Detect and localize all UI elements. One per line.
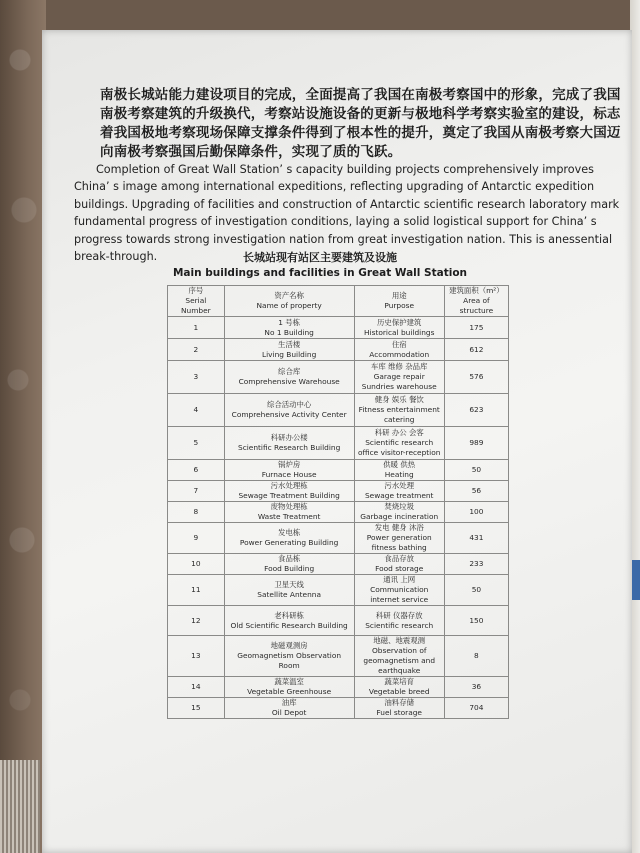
name-name-en: Power Generating Building <box>239 538 339 547</box>
serial-no: 5 <box>193 438 199 447</box>
area-area: 989 <box>469 438 484 447</box>
area-cell <box>444 636 508 677</box>
name-name-zh: 1 号栋 <box>278 317 301 327</box>
header-name <box>224 286 354 317</box>
header-name-zh: 资产名称 <box>274 291 304 300</box>
area-cell <box>444 339 508 361</box>
area-area: 704 <box>469 703 484 712</box>
purpose-purpose-zh: 通讯 上网 <box>383 575 416 584</box>
purpose-purpose-en: Garage repair Sundries warehouse <box>361 372 437 391</box>
name-cell <box>224 554 354 575</box>
serial-no: 11 <box>191 585 201 594</box>
table-row <box>168 502 509 523</box>
table-row <box>168 677 509 698</box>
purpose-purpose-zh: 发电 健身 沐浴 <box>374 523 424 532</box>
serial-no: 9 <box>193 533 199 542</box>
purpose-purpose-en: Observation of geomagnetism and earthquake <box>363 646 436 675</box>
name-name-zh: 科研办公楼 <box>270 433 308 442</box>
purpose-purpose-en: Scientific research office visitor-reception <box>357 438 441 457</box>
table-row <box>168 481 509 502</box>
serial-cell <box>168 361 225 394</box>
serial-no: 1 <box>193 322 199 332</box>
name-name-zh: 蔬菜温室 <box>274 677 304 686</box>
name-cell <box>224 677 354 698</box>
purpose-cell <box>354 523 444 554</box>
name-name-zh: 老科研栋 <box>274 610 304 620</box>
purpose-cell <box>354 554 444 575</box>
purpose-purpose-en: Garbage incineration <box>360 512 439 521</box>
purpose-purpose-en: Power generation fitness bathing <box>366 533 432 552</box>
purpose-cell <box>354 317 444 339</box>
purpose-cell <box>354 394 444 427</box>
purpose-purpose-zh: 蔬菜培育 <box>384 677 414 686</box>
area-area: 36 <box>471 682 482 691</box>
name-cell <box>224 523 354 554</box>
table-row <box>168 361 509 394</box>
name-name-zh: 废物处理栋 <box>270 502 308 511</box>
area-area: 233 <box>469 559 484 568</box>
decorative-wall-left <box>0 0 46 853</box>
purpose-purpose-zh: 住宿 <box>391 339 407 349</box>
purpose-cell <box>354 502 444 523</box>
name-name-zh: 锅炉房 <box>278 460 301 469</box>
name-cell <box>224 339 354 361</box>
purpose-purpose-zh: 科研 仪器存放 <box>375 610 423 620</box>
purpose-purpose-zh: 食品存放 <box>384 554 414 563</box>
serial-cell <box>168 339 225 361</box>
serial-cell <box>168 317 225 339</box>
purpose-cell <box>354 361 444 394</box>
purpose-purpose-zh: 健身 娱乐 餐饮 <box>374 395 424 404</box>
serial-cell <box>168 575 225 606</box>
area-cell <box>444 460 508 481</box>
name-cell <box>224 606 354 636</box>
purpose-purpose-zh: 油料存储 <box>384 698 414 707</box>
serial-no: 12 <box>191 615 201 625</box>
area-cell <box>444 502 508 523</box>
purpose-purpose-en: Sewage treatment <box>364 491 434 500</box>
purpose-purpose-zh: 历史保护建筑 <box>377 317 422 327</box>
table-header-row <box>168 286 509 317</box>
area-cell <box>444 698 508 719</box>
table-row <box>168 554 509 575</box>
area-area: 50 <box>471 585 482 594</box>
name-cell <box>224 502 354 523</box>
name-name-zh: 卫星天线 <box>274 580 304 589</box>
area-cell <box>444 554 508 575</box>
name-name-zh: 油库 <box>281 698 297 707</box>
purpose-purpose-en: Fuel storage <box>376 708 422 717</box>
table-row <box>168 339 509 361</box>
purpose-purpose-zh: 地磁、地震观测 <box>373 636 426 645</box>
serial-cell <box>168 394 225 427</box>
header-purpose-zh: 用途 <box>391 291 407 300</box>
name-cell <box>224 698 354 719</box>
name-name-en: Furnace House <box>261 470 317 479</box>
area-cell <box>444 481 508 502</box>
purpose-purpose-en: Communication internet service <box>370 585 429 604</box>
area-area: 612 <box>469 344 484 354</box>
area-cell <box>444 677 508 698</box>
name-name-en: Oil Depot <box>271 708 307 717</box>
area-cell <box>444 523 508 554</box>
name-name-zh: 综合库 <box>278 367 301 376</box>
name-name-en: Geomagnetism Observation Room <box>237 651 342 670</box>
purpose-cell <box>354 575 444 606</box>
area-cell <box>444 606 508 636</box>
name-cell <box>224 427 354 460</box>
serial-no: 3 <box>193 372 199 381</box>
header-serial-en: Serial Number <box>180 296 211 315</box>
purpose-purpose-zh: 焚烧垃圾 <box>384 502 414 511</box>
serial-cell <box>168 636 225 677</box>
name-name-en: Sewage Treatment Building <box>238 491 340 500</box>
name-name-zh: 发电栋 <box>278 528 301 537</box>
area-area: 623 <box>469 405 484 414</box>
purpose-purpose-en: Fitness entertainment catering <box>358 405 440 424</box>
serial-cell <box>168 481 225 502</box>
purpose-cell <box>354 606 444 636</box>
name-cell <box>224 361 354 394</box>
purpose-purpose-zh: 车库 维修 杂品库 <box>370 362 428 371</box>
name-cell <box>224 481 354 502</box>
purpose-purpose-en: Vegetable breed <box>368 687 430 696</box>
serial-no: 15 <box>191 703 201 712</box>
header-area-en: Area of structure <box>459 296 494 315</box>
name-cell <box>224 317 354 339</box>
purpose-purpose-en: Food storage <box>375 564 424 573</box>
facilities-table <box>167 285 509 719</box>
header-name-en: Name of property <box>256 301 322 310</box>
purpose-purpose-en: Scientific research <box>365 620 434 630</box>
header-purpose-en: Purpose <box>384 301 415 310</box>
area-area: 100 <box>469 507 484 516</box>
area-area: 576 <box>469 372 484 381</box>
area-area: 50 <box>471 465 482 474</box>
name-name-en: Waste Treatment <box>257 512 321 521</box>
area-cell <box>444 317 508 339</box>
serial-cell <box>168 606 225 636</box>
serial-no: 6 <box>193 465 199 474</box>
table-row <box>168 606 509 636</box>
serial-cell <box>168 523 225 554</box>
name-name-en: Comprehensive Activity Center <box>231 410 347 419</box>
name-name-en: Scientific Research Building <box>238 443 341 452</box>
area-area: 8 <box>474 651 479 660</box>
header-serial <box>168 286 225 317</box>
name-name-en: Old Scientific Research Building <box>230 620 348 630</box>
purpose-cell <box>354 636 444 677</box>
name-name-en: No 1 Building <box>264 327 314 337</box>
purpose-cell <box>354 481 444 502</box>
area-cell <box>444 361 508 394</box>
purpose-cell <box>354 460 444 481</box>
table-row <box>168 698 509 719</box>
area-cell <box>444 427 508 460</box>
name-name-zh: 食品栋 <box>278 554 301 563</box>
name-cell <box>224 460 354 481</box>
name-name-en: Food Building <box>264 564 315 573</box>
purpose-purpose-zh: 科研 办公 会客 <box>374 428 424 437</box>
serial-no: 13 <box>191 651 201 660</box>
header-area-zh: 建筑面积（m²） <box>449 286 504 295</box>
purpose-purpose-zh: 供暖 供热 <box>383 460 416 469</box>
header-serial-zh: 序号 <box>188 286 204 295</box>
serial-cell <box>168 677 225 698</box>
serial-cell <box>168 460 225 481</box>
purpose-purpose-zh: 污水处理 <box>384 481 414 490</box>
name-name-en: Vegetable Greenhouse <box>247 687 332 696</box>
serial-cell <box>168 502 225 523</box>
table-row <box>168 523 509 554</box>
name-name-zh: 污水处理栋 <box>270 481 308 490</box>
serial-no: 8 <box>193 507 199 516</box>
purpose-cell <box>354 698 444 719</box>
purpose-cell <box>354 677 444 698</box>
serial-no: 7 <box>193 486 199 495</box>
serial-cell <box>168 427 225 460</box>
purpose-purpose-en: Historical buildings <box>364 327 435 337</box>
table-row <box>168 636 509 677</box>
area-cell <box>444 394 508 427</box>
serial-no: 10 <box>191 559 201 568</box>
name-name-en: Satellite Antenna <box>257 590 321 599</box>
table-row <box>168 460 509 481</box>
intro-paragraph-en: Completion of Great Wall Station’ s capacity building projects comprehensively improves China’ s image among international expeditions, reflecting upgrading of Antarctic expedition buildings. Upgrading of facilities and construction of Antarctic scientific research laboratory mark fundamental progress of investigation conditions, laying a solid logistical support for China’ s progress towards strong investigation nation from great investigation nation. This is anessential break-through. <box>74 163 620 264</box>
serial-no: 14 <box>191 682 201 691</box>
serial-cell <box>168 554 225 575</box>
name-cell <box>224 575 354 606</box>
purpose-purpose-en: Heating <box>384 470 414 479</box>
header-area <box>444 286 508 317</box>
wall-fringe <box>0 760 40 853</box>
serial-no: 4 <box>193 405 199 414</box>
area-area: 431 <box>469 533 484 542</box>
table-row <box>168 394 509 427</box>
name-name-zh: 生活楼 <box>278 339 301 349</box>
name-name-zh: 综合活动中心 <box>266 400 312 409</box>
purpose-cell <box>354 427 444 460</box>
table-row <box>168 317 509 339</box>
name-cell <box>224 394 354 427</box>
name-name-en: Living Building <box>261 349 317 359</box>
table-row <box>168 427 509 460</box>
name-name-en: Comprehensive Warehouse <box>238 377 340 386</box>
header-purpose <box>354 286 444 317</box>
intro-paragraph-zh: 南极长城站能力建设项目的完成，全面提高了我国在南极考察国中的形象，完成了我国南极考察建筑的升级换代，考察站设施设备的更新与极地科学考察实验室的建设，标志着我国极地考察现场保障支撑条件得到了根本性的提升，奠定了我国从南极考察大国迈向南极考察强国后勤保障条件，实现了质的飞跃。 <box>100 87 621 160</box>
table-body <box>168 317 509 719</box>
area-area: 56 <box>471 486 482 495</box>
area-area: 175 <box>469 322 484 332</box>
purpose-purpose-en: Accommodation <box>369 349 430 359</box>
name-cell <box>224 636 354 677</box>
table-row <box>168 575 509 606</box>
table-title-zh: 长城站现有站区主要建筑及设施 <box>243 251 397 264</box>
serial-no: 2 <box>193 344 199 354</box>
area-area: 150 <box>469 615 484 625</box>
name-name-zh: 地磁观测房 <box>270 641 308 650</box>
area-cell <box>444 575 508 606</box>
purpose-cell <box>354 339 444 361</box>
table-title-en: Main buildings and facilities in Great Wall Station <box>172 267 468 279</box>
serial-cell <box>168 698 225 719</box>
